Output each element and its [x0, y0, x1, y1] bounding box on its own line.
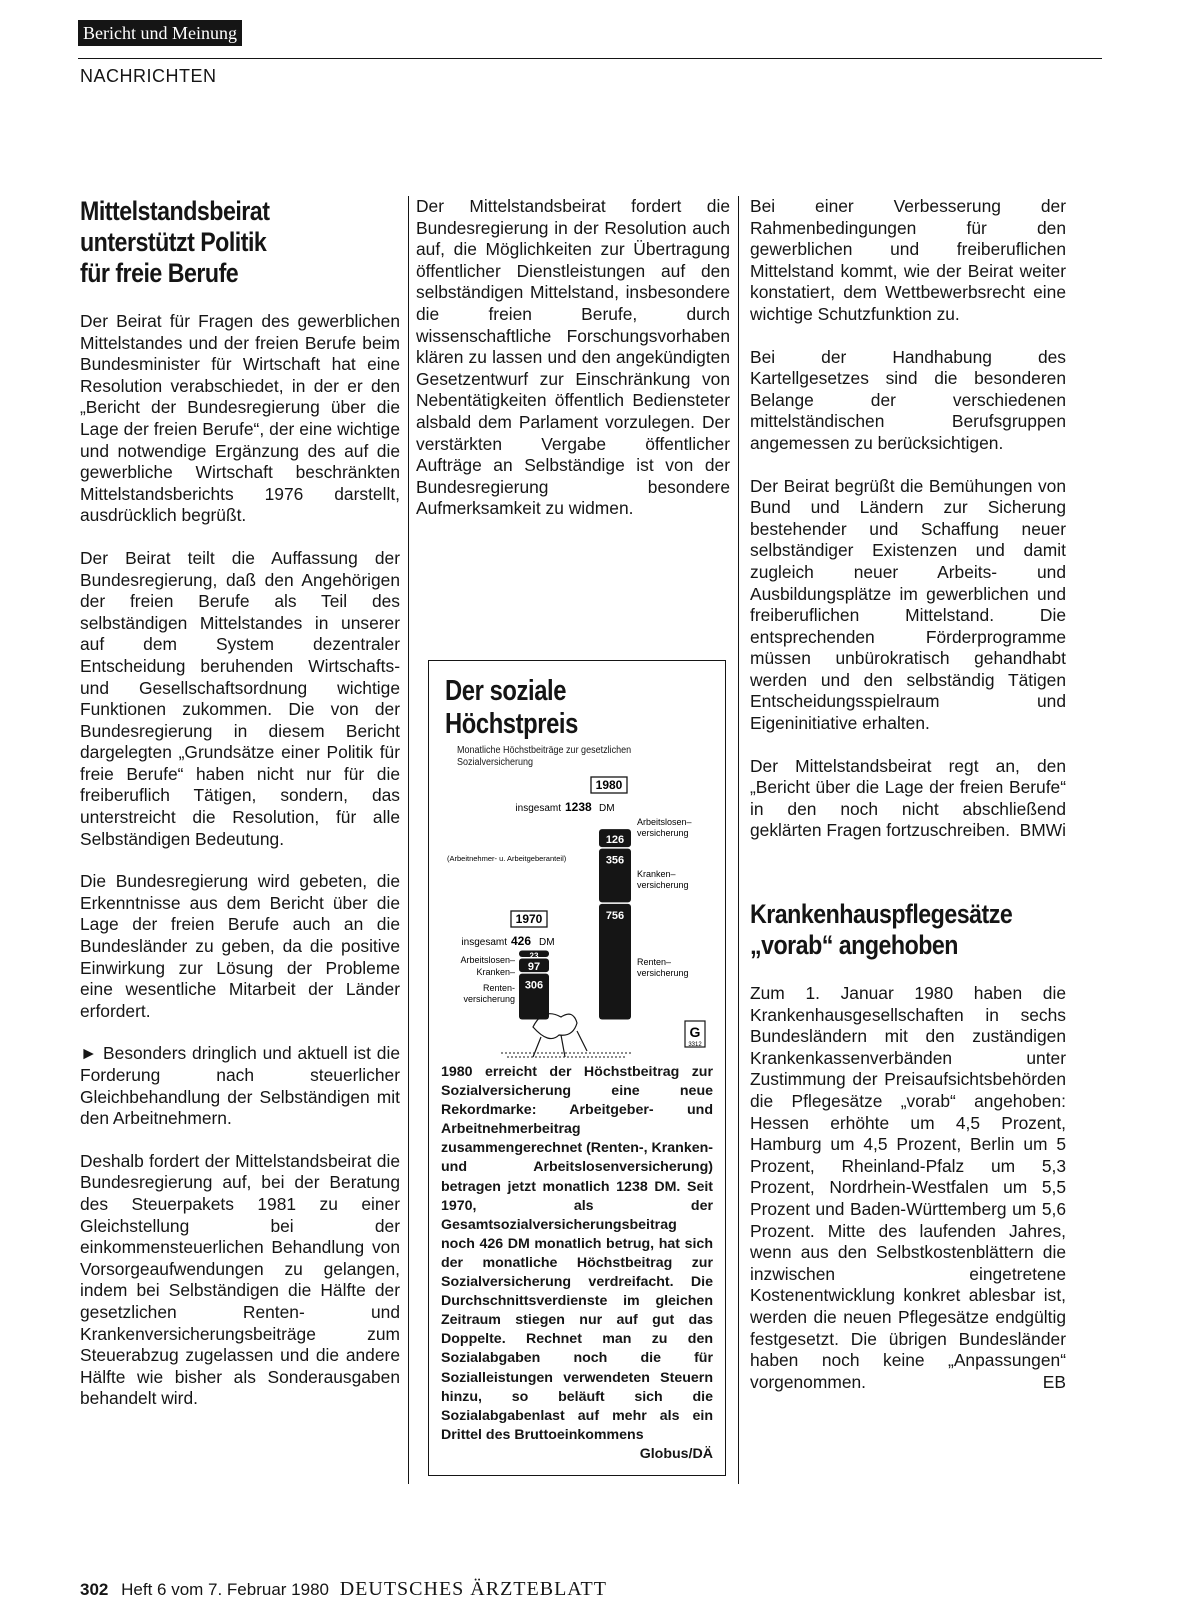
bar-value-renten-1970: 306: [524, 979, 544, 992]
bar-value-arbeitslosen-1980: 126: [605, 833, 625, 846]
carrier-figure-illustration: [533, 1014, 587, 1057]
article-2-paragraph: Zum 1. Januar 1980 haben die Krankenhausgesellschaften in sechs Bundesländern mit den zuständigen Krankenkassenverbänden unter Zustimmung der Preisaufsichtsbehörden die Pflegesätze „vorab“ angehoben: Hessen erhöhte um 4,5 Prozent, Hamburg um 4,5 Prozent, Berlin um 5 Prozent, Rheinland-Pfalz um 5,3 Prozent, Nordrhein-Westfalen um 5,5 Prozent und Baden-Württemberg um 5,6 Prozent. Mitte des laufenden Jahres, wenn aus den Selbstkostenblättern die inzwischen eingetretene Kostenentwicklung konkret ablesbar ist, werden die neuen Pflegesätze endgültig festgesetzt. Die übrigen Bundesländer haben noch keine „Anpassungen“ vorgenommen.: [750, 983, 1066, 1392]
article-2-title: Krankenhauspflegesätze „vorab“ angehoben: [750, 899, 1013, 961]
column-3: [750, 196, 1066, 1414]
top-rule: [78, 58, 1102, 59]
page-footer: [80, 1578, 607, 1601]
total-label-1980: insgesamt: [515, 803, 561, 814]
infobox-caption: [441, 1063, 713, 1462]
infobox-caption-source: Globus/DÄ: [639, 1445, 713, 1462]
year-label-1970: 1970: [515, 912, 543, 926]
article-1-paragraph: ► Besonders dringlich und aktuell ist die Forderung nach steuerlicher Gleichbehandlung der Selbständigen mit den Arbeitnehmern.: [80, 1043, 400, 1129]
bar-value-renten-1980: 756: [605, 909, 625, 922]
infobox-caption-text: 1980 erreicht der Höchstbeitrag zur Sozialversicherung eine neue Rekordmarke: Arbeitgeber- und Arbeitnehmerbeitrag zusammengerechnet (Renten-, Kranken- und Arbeitslosenversicherung) betragen jetzt monatlich 1238 DM. Seit 1970, als der Gesamtsozialversicherungsbeitrag noch 426 DM monatlich betrug, hat sich der monatliche Höchstbeitrag zur Sozialversicherung verdreifacht. Die Durchschnittsverdienste im gleichen Zeitraum stiegen nur auf gut das Doppelte. Rechnet man zu den Sozialabgaben noch die für Sozialleistungen verwendeten Steuern hinzu, so beläuft sich die Sozialabgabenlast auf mehr als ein Drittel des Bruttoeinkommens: [441, 1064, 713, 1443]
bar-value-kranken-1970: 97: [527, 961, 541, 974]
page-number: 302: [80, 1580, 109, 1599]
column-divider: [738, 196, 739, 1484]
infobox-title: Der soziale Höchstpreis: [445, 675, 578, 740]
bar-value-arbeitslosen-1970: 23: [529, 951, 539, 961]
article-1-paragraph: Der Beirat begrüßt die Bemühungen von Bund und Ländern zur Sicherung bestehender und Schaffung neuer selbständiger Existenzen und damit zugleich neuer Arbeits- und Ausbildungsplätze im gewerblichen und freiberuflichen Mittelstand. Die entsprechenden Förderprogramme müssen unbürokratisch gehandhabt werden und den selbständig Tätigen Entscheidungsspielraum und Eigeninitiative erhalten.: [750, 475, 1066, 734]
total-currency-1970: DM: [539, 937, 555, 948]
series-label-renten-1970-b: versicherung: [463, 994, 515, 1004]
series-label-arbeitslosen-1970: Arbeitslosen–: [460, 955, 515, 965]
series-label-kranken-1980: Kranken– versicherung: [637, 869, 689, 890]
article-1-paragraph: Die Bundesregierung wird gebeten, die Erkenntnisse aus dem Bericht über die Lage der freien Berufe auch an die Bundesländer zu geben, da die positive Einwirkung zur Lösung der Probleme eine wesentliche Mitarbeit der Länder erfordert.: [80, 871, 400, 1021]
year-label-1980: 1980: [595, 778, 623, 792]
column-2: [416, 196, 730, 541]
infobox-subtitle: Sozialversicherung: [457, 757, 534, 768]
series-label-renten-1980: Renten– versicherung: [637, 957, 689, 978]
article-1-paragraph: Der Mittelstandsbeirat regt an, den „Bericht über die Lage der freien Berufe“ in den noch nicht abschließend geklärten Fragen fortzuschreiben.: [750, 755, 1066, 841]
article-1-title: Mittelstandsbeirat unterstützt Politik für freie Berufe: [80, 196, 270, 288]
magazine-name: DEUTSCHES ÄRZTEBLATT: [339, 1578, 607, 1600]
globus-logo-number: 3312: [688, 1042, 702, 1048]
department-label: NACHRICHTEN: [80, 66, 217, 86]
chart-note: (Arbeitnehmer- u. Arbeitgeberanteil): [447, 854, 567, 863]
article-2-source: EB: [1042, 1371, 1066, 1392]
article-1-paragraph: Bei einer Verbesserung der Rahmenbedingungen für den gewerblichen und freiberuflichen Mittelstand kommt, wie der Beirat weiter konstatiert, dem Wettbewerbsrecht eine wichtige Schutzfunktion zu.: [750, 196, 1066, 324]
article-1-source: BMWi: [1019, 820, 1066, 841]
series-label-kranken-1970: Kranken–: [476, 967, 515, 977]
column-1: [80, 196, 400, 1410]
column-divider: [408, 196, 409, 1484]
infobox: [428, 660, 726, 1476]
issue-info: Heft 6 vom 7. Februar 1980: [121, 1580, 329, 1599]
series-label-arbeitslosen-1980: Arbeitslosen– versicherung: [637, 817, 692, 838]
contribution-chart: [441, 769, 713, 1059]
total-currency-1980: DM: [599, 803, 615, 814]
article-1-paragraph: Bei der Handhabung des Kartellgesetzes sind die besonderen Belange der verschiedenen mittelständischen Berufsgruppen angemessen zu berücksichtigen.: [750, 346, 1066, 453]
section-label: Bericht und Meinung: [78, 20, 242, 46]
total-value-1980: 1238: [565, 800, 592, 814]
infobox-subtitle: Monatliche Höchstbeiträge zur gesetzlichen: [457, 745, 632, 756]
total-label-1970: insgesamt: [461, 937, 507, 948]
total-value-1970: 426: [511, 934, 532, 948]
article-1-paragraph: Deshalb fordert der Mittelstandsbeirat die Bundesregierung auf, bei der Beratung des Steuerpakets 1981 zu einer Gleichstellung bei der einkommensteuerlichen Behandlung von Vorsorgeaufwendungen zu gelangen, indem bei Selbständigen die Hälfte der gesetzlichen Renten- und Krankenversicherungsbeiträge zum Steuerabzug zugelassen und die andere Hälfte wie bisher als Sonderausgaben behandelt wird.: [80, 1150, 400, 1409]
article-1-paragraph: Der Mittelstandsbeirat fordert die Bundesregierung in der Resolution auch auf, die Möglichkeiten zur Übertragung öffentlicher Dienstleistungen auf den selbständigen Mittelstand, insbesondere die freien Berufe, durch wissenschaftliche Forschungsvorhaben klären zu lassen und den angekündigten Gesetzentwurf zur Einschränkung von Nebentätigkeiten öffentlich Bediensteter alsbald dem Parlament vorzulegen. Der verstärkten Vergabe öffentlicher Aufträge an Selbständige ist von der Bundesregierung besondere Aufmerksamkeit zu widmen.: [416, 196, 730, 519]
article-1-paragraph: Der Beirat teilt die Auffassung der Bundesregierung, daß den Angehörigen der freien Berufe als Teil des selbständigen Mittelstandes in unserer auf dem System dezentraler Entscheidung beruhenden Wirtschafts- und Gesellschaftsordnung wichtige Funktionen zukommen. Die von der Bundesregierung in diesem Bericht dargelegten „Grundsätze einer Politik für freie Berufe“ haben nicht nur für die freiberuflich Tätigen, sondern, das unterstreicht die Resolution, für alle Selbständigen Bedeutung.: [80, 547, 400, 849]
article-1-paragraph: Der Beirat für Fragen des gewerblichen Mittelstandes und der freien Berufe beim Bundesminister für Wirtschaft hat eine Resolution verabschiedet, in der er den „Bericht der Bundesregierung über die Lage der freien Berufe“, der eine wichtige und notwendige Ergänzung des auf die gewerbliche Wirtschaft beschränkten Mittelstandsberichts 1976 darstellt, ausdrücklich begrüßt.: [80, 311, 400, 526]
bar-value-kranken-1980: 356: [605, 854, 625, 867]
series-label-renten-1970: Renten-: [482, 983, 515, 993]
globus-logo-letter: G: [689, 1024, 701, 1040]
ground-hatching: [501, 1053, 631, 1057]
